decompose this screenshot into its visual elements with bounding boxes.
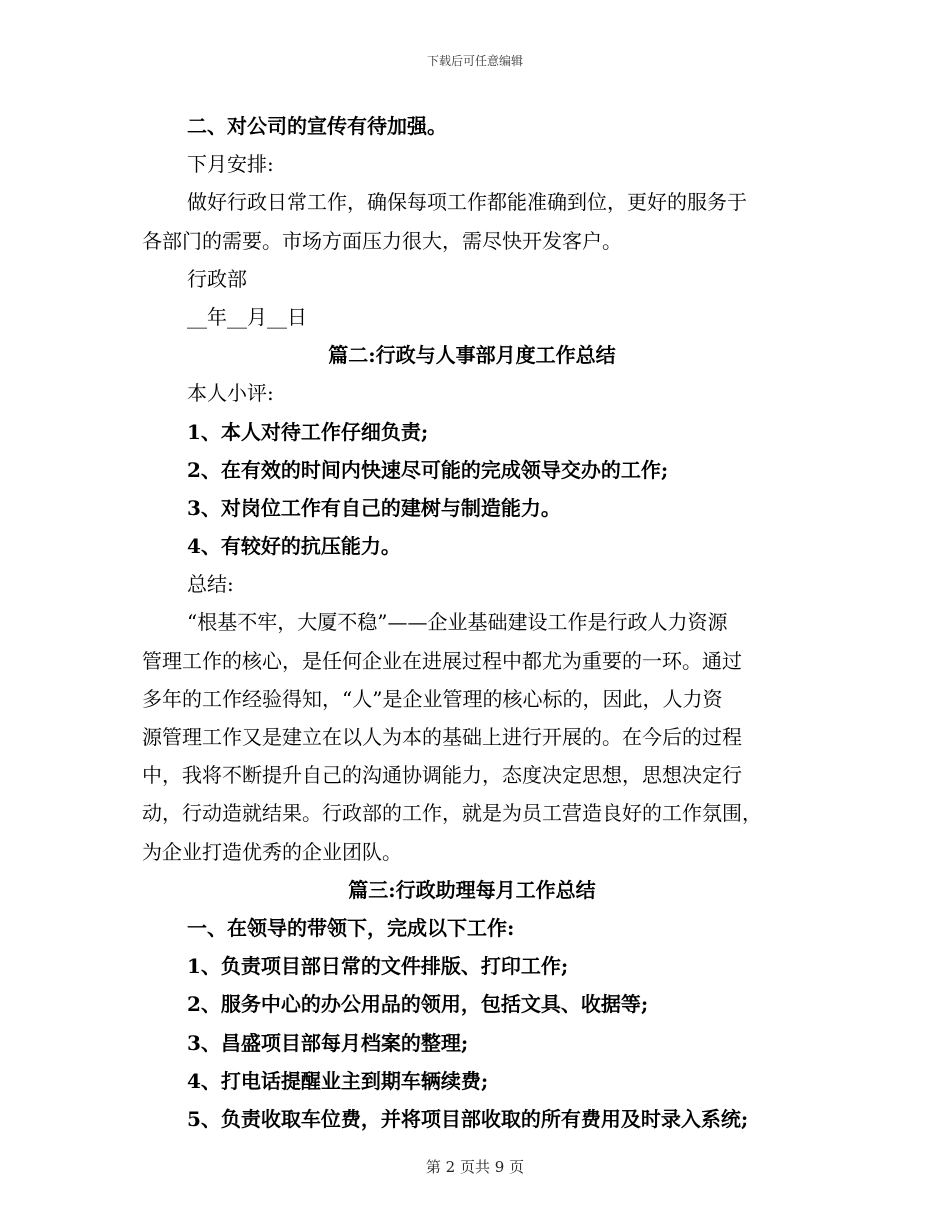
list-item: 1、负责项目部日常的文件排版、打印工作; <box>187 954 569 979</box>
paragraph-line: 源管理工作又是建立在以人为本的基础上进行开展的。在今后的过程 <box>142 725 742 749</box>
list-item: 2、在有效的时间内快速尽可能的完成领导交办的工作; <box>187 457 669 482</box>
section-heading: 篇三:行政助理每月工作总结 <box>348 877 596 902</box>
page-header: 下载后可任意编辑 <box>426 54 523 68</box>
paragraph-line: 管理工作的核心，是任何企业在进展过程中都尤为重要的一环。通过 <box>142 648 742 673</box>
paragraph-line: 各部门的需要。市场方面压力很大，需尽快开发客户。 <box>142 228 622 253</box>
page-footer: 第 2 页共 9 页 <box>425 1158 525 1176</box>
document-body <box>142 107 802 1138</box>
paragraph-line: 行政部 <box>187 266 247 291</box>
list-item: 3、对岗位工作有自己的建树与制造能力。 <box>187 495 561 520</box>
paragraph-line: 做好行政日常工作，确保每项工作都能准确到位，更好的服务于 <box>187 190 747 215</box>
list-item: 4、打电话提醒业主到期车辆续费; <box>187 1068 489 1093</box>
paragraph-line: 本人小评: <box>187 381 274 406</box>
paragraph-line: 动，行动造就结果。行政部的工作，就是为员工营造良好的工作氛围， <box>142 801 762 826</box>
paragraph-line: 多年的工作经验得知，“人”是企业管理的核心标的，因此，人力资 <box>142 686 723 711</box>
paragraph-line: __年__月__日 <box>187 304 307 329</box>
list-item: 3、昌盛项目部每月档案的整理; <box>187 1030 469 1055</box>
paragraph-line: 下月安排: <box>187 152 274 177</box>
list-item: 5、负责收取车位费，并将项目部收取的所有费用及时录入系统; <box>187 1106 749 1131</box>
list-item: 2、服务中心的办公用品的领用，包括文具、收据等; <box>187 992 649 1017</box>
paragraph-line: “根基不牢，大厦不稳”——企业基础建设工作是行政人力资源 <box>187 610 728 635</box>
paragraph-line: 中，我将不断提升自己的沟通协调能力，态度决定思想，思想决定行 <box>142 763 742 788</box>
section-heading: 篇二:行政与人事部月度工作总结 <box>328 343 616 368</box>
list-item: 1、本人对待工作仔细负责; <box>187 419 429 444</box>
paragraph-line: 二、对公司的宣传有待加强。 <box>187 114 447 138</box>
list-item: 4、有较好的抗压能力。 <box>187 534 401 559</box>
paragraph-line: 为企业打造优秀的企业团队。 <box>142 839 402 864</box>
paragraph-line: 总结: <box>187 572 234 597</box>
list-item: 一、在领导的带领下，完成以下工作: <box>187 915 515 940</box>
